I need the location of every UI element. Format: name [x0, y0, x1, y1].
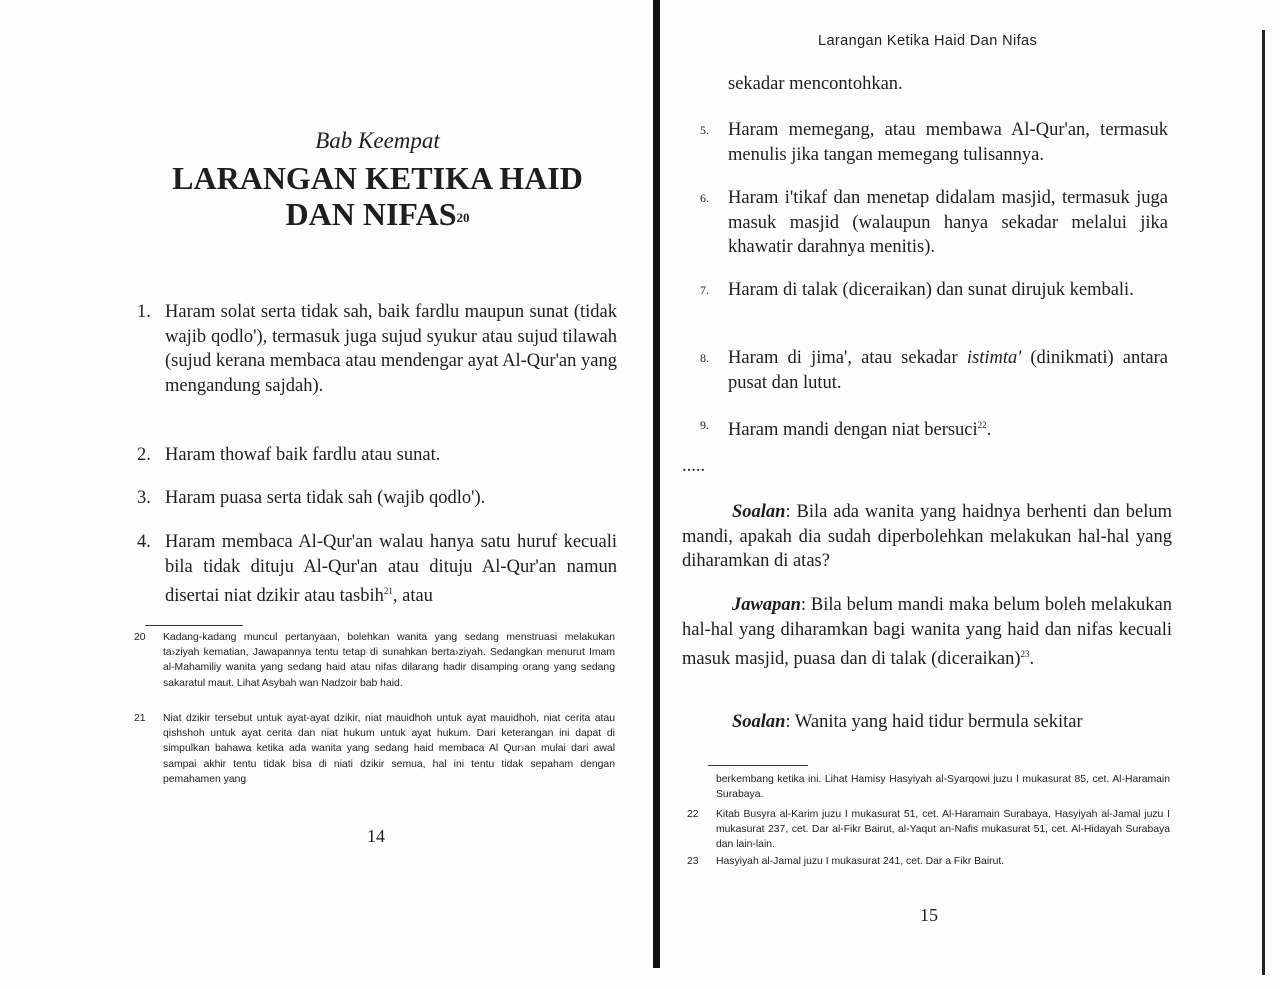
list-item-number: 6.	[700, 191, 709, 205]
footnote-number: 21	[134, 713, 146, 724]
footnote-text: Kitab Busyra al-Karim juzu I mukasurat 51, cet. Al-Haramain Surabaya, Hasyiyah al-Jamal juzu I mukasurat 237, cet. Dar al-Fikr Bairut, al-Yaqut an-Nafis mukasurat 51, cet. Al-Hidayah Surabaya dan lain-lain.	[716, 809, 1170, 851]
list-item-tail: .	[986, 420, 992, 441]
list-item	[137, 530, 617, 609]
page-number: 14	[367, 826, 385, 846]
list-item-number: 7.	[700, 283, 709, 297]
chapter-subtitle: Bab Keempat	[315, 128, 440, 153]
chapter-title-line1: LARANGAN KETIKA HAID	[172, 160, 583, 196]
footnote-number: 23	[687, 856, 699, 867]
list-item	[700, 413, 1168, 443]
list-item	[700, 346, 1168, 395]
list-item-tail: , atau	[392, 586, 433, 607]
qa-text: : Bila ada wanita yang haidnya berhenti dan belum mandi, apakah dia sudah diperbolehkan melakukan hal-hal yang diharamkan di atas?	[682, 502, 1172, 571]
qa-text: : Bila belum mandi maka belum boleh melakukan hal-hal yang diharamkan bagi wanita yang haid dan nifas kecuali masuk masjid, puasa dan di talak (diceraikan)	[682, 595, 1172, 670]
list-item-text: Haram di talak (diceraikan) dan sunat dirujuk kembali.	[728, 280, 1134, 300]
qa-tail: .	[1029, 649, 1035, 670]
footnote-22	[687, 807, 1170, 853]
list-item-text: Haram memegang, atau membawa Al-Qur'an, termasuk menulis jika tangan memegang tulisannya.	[728, 120, 1168, 165]
chapter-title-line2: DAN NIFAS	[285, 196, 457, 232]
qa-question	[682, 710, 1172, 735]
qa-label: Soalan	[732, 502, 786, 522]
list-item-text: Haram di jima', atau sekadar	[728, 348, 967, 368]
footnote-number: 22	[687, 809, 699, 820]
list-item-text: Haram membaca Al-Qur'an walau hanya satu huruf kecuali bila tidak dituju Al-Qur'an atau dituju Al-Qur'an namun disertai niat dzikir atau tasbih	[165, 532, 617, 607]
list-item	[700, 118, 1168, 167]
footnote-number: 20	[134, 632, 146, 643]
list-item-number: 5.	[700, 123, 709, 137]
chapter-title	[100, 160, 655, 232]
list-item-text-after: (dinikmati) antara pusat dan lutut.	[728, 348, 1168, 393]
footnote-text: Kadang-kadang muncul pertanyaan, bolehkan wanita yang sedang menstruasi melakukan ta›ziyah kematian, Jawapannya tentu tetap di sunahkan berta›ziyah. Sedangkan menurut Imam al-Mahamiliy wanita yang sedang haid atau nifas dilarang hadir disamping orang yang sedang sakaratul maut. Lihat Asybah wan Nadzoir bab haid.	[163, 632, 615, 689]
ellipsis: .....	[682, 456, 706, 476]
list-item-number: 2.	[137, 445, 151, 465]
qa-question	[682, 500, 1172, 574]
footnote-rule	[145, 625, 243, 626]
page-number: 15	[920, 905, 938, 925]
running-head: Larangan Ketika Haid Dan Nifas	[818, 33, 1038, 49]
footnote-20	[134, 630, 615, 691]
list-item-number: 3.	[137, 488, 151, 508]
list-item-text: Haram mandi dengan niat bersuci	[728, 420, 978, 441]
list-item	[700, 278, 1168, 303]
list-item-number: 8.	[700, 351, 709, 365]
footnote-21	[134, 711, 615, 787]
qa-text: : Wanita yang haid tidur bermula sekitar	[785, 712, 1083, 732]
qa-answer	[682, 593, 1172, 672]
list-item	[700, 186, 1168, 260]
list-item-text: Haram solat serta tidak sah, baik fardlu maupun sunat (tidak wajib qodlo'), termasuk juga sujud syukur atau sujud tilawah (sujud kerana membaca atau mendengar ayat Al-Qur'an yang mengandung sajdah).	[165, 302, 617, 396]
qa-label: Jawapan	[732, 595, 801, 615]
footnote-text: berkembang ketika ini. Lihat Hamisy Hasyiyah al-Syarqowi juzu I mukasurat 85, cet. Al-Haramain Surabaya.	[716, 774, 1170, 801]
list-item	[137, 486, 617, 511]
footnote-ref-20: 20	[456, 210, 470, 225]
footnote-rule	[708, 765, 808, 766]
list-item-number: 1.	[137, 302, 151, 322]
footnote-text: Niat dzikir tersebut untuk ayat-ayat dzikir, niat mauidhoh untuk ayat mauidhoh, niat cerita atau qishshoh untuk ayat cerita dan niat hukum untuk ayat hukum. Dari keterangan ini dapat di simpulkan bahawa ketika ada wanita yang sedang haid membaca Al Qur›an mulai dari awal sampai akhir tentu tidak bisa di niati dzikir semua, hal ini tentu tidak sepaham dengan pemahamen yang	[163, 713, 615, 785]
footnote-ref-23: 23	[1020, 649, 1030, 659]
list-item	[137, 443, 617, 468]
footnote-text: Hasyiyah al-Jamal juzu I mukasurat 241, cet. Dar a Fikr Bairut.	[716, 856, 1005, 867]
footnote-continued	[716, 772, 1170, 802]
chapter-title-line2-wrap	[100, 196, 655, 232]
footnote-ref-21: 21	[383, 586, 393, 596]
right-page	[660, 0, 1280, 989]
qa-label: Soalan	[732, 712, 786, 732]
list-item-text: Haram i'tikaf dan menetap didalam masjid, termasuk juga masuk masjid (walaupun hanya sekadar melalui jika khawatir darahnya menitis).	[728, 188, 1168, 257]
list-item-number: 4.	[137, 532, 151, 552]
list-item-italic: istimta'	[966, 348, 1022, 368]
footnote-23	[687, 854, 1170, 869]
list-item-number: 9.	[700, 418, 709, 432]
list-item-text: Haram puasa serta tidak sah (wajib qodlo').	[165, 488, 486, 508]
footnote-ref-22: 22	[977, 420, 987, 430]
continuation-text: sekadar mencontohkan.	[728, 74, 903, 94]
list-item-text: Haram thowaf baik fardlu atau sunat.	[165, 445, 441, 465]
list-item	[137, 300, 617, 398]
